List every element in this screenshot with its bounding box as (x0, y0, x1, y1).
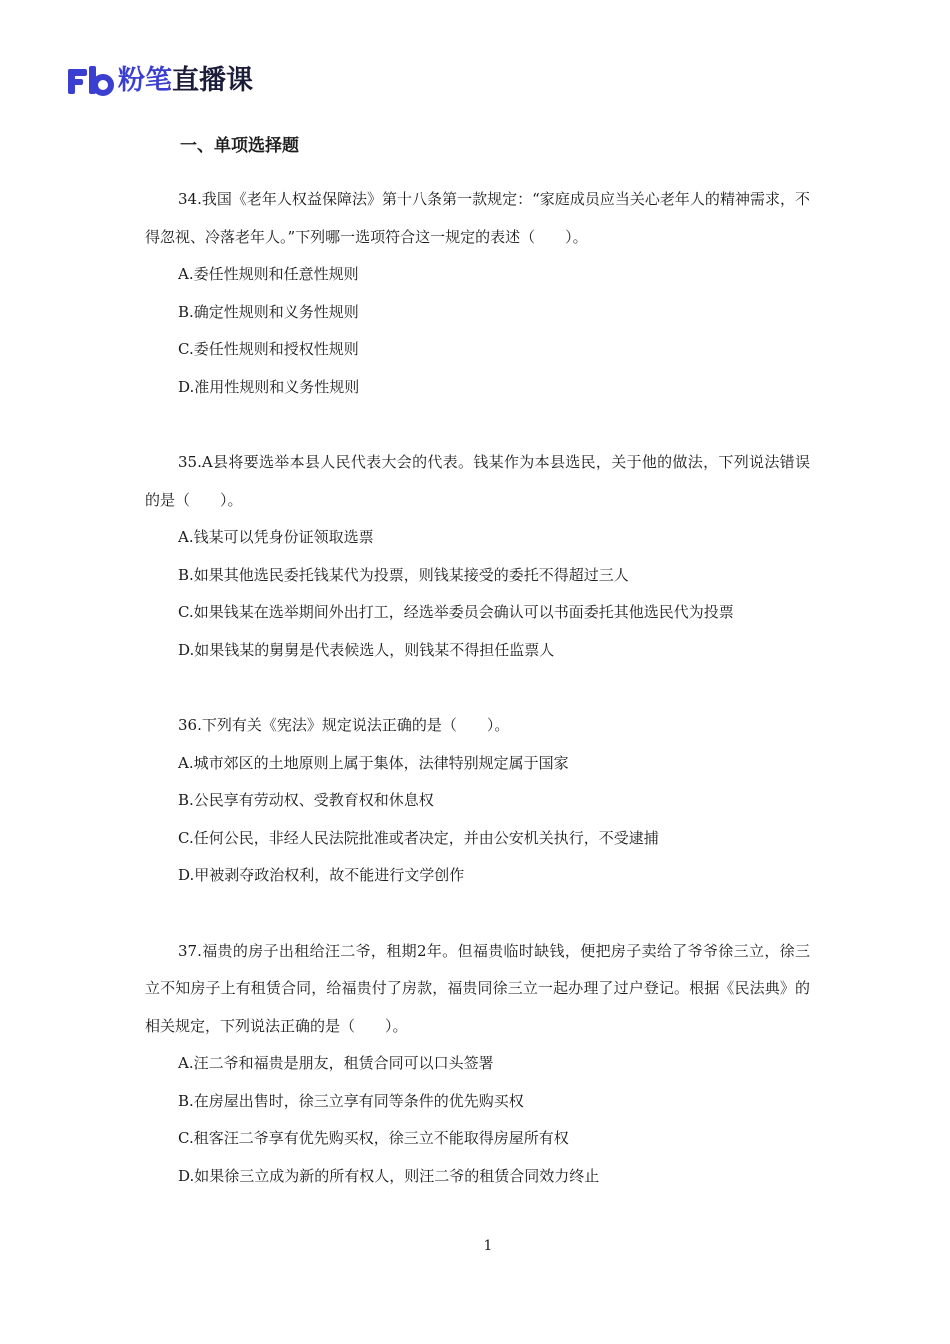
question-list (145, 181, 810, 1195)
option-c: C.任何公民，非经人民法院批准或者决定，并由公安机关执行，不受逮捕 (178, 828, 659, 847)
option-c: C.租客汪二爷享有优先购买权，徐三立不能取得房屋所有权 (178, 1129, 569, 1147)
question-stem: 35.A县将要选举本县人民代表大会的代表。钱某作为本县选民，关于他的做法，下列说法错误的是（ ）。 (145, 453, 810, 509)
brand-name-primary: 粉笔 (118, 65, 172, 96)
option-d: D.准用性规则和义务性规则 (178, 377, 360, 396)
option-d: D.如果徐三立成为新的所有权人，则汪二爷的租赁合同效力终止 (178, 1166, 600, 1185)
question-stem: 37.福贵的房子出租给汪二爷，租期2年。但福贵临时缺钱，便把房子卖给了爷爷徐三立，徐三立不知房子上有租赁合同，给福贵付了房款，福贵同徐三立一起办理了过户登记。根据《民法典》的相关规定，下列说法正确的是（ ）。 (145, 941, 810, 1035)
brand-name-suffix: 直播课 (172, 65, 253, 96)
option-d: D.如果钱某的舅舅是代表候选人，则钱某不得担任监票人 (178, 640, 555, 659)
option-a: A.汪二爷和福贵是朋友，租赁合同可以口头签署 (178, 1054, 494, 1072)
option-list (145, 745, 810, 895)
question-36 (145, 707, 810, 895)
option-b: B.在房屋出售时，徐三立享有同等条件的优先购买权 (178, 1091, 524, 1110)
option-b: B.如果其他选民委托钱某代为投票，则钱某接受的委托不得超过三人 (178, 565, 629, 584)
option-a: A.城市郊区的土地原则上属于集体，法律特别规定属于国家 (178, 753, 569, 772)
option-d: D.甲被剥夺政治权利，故不能进行文学创作 (178, 866, 465, 884)
option-list (145, 519, 810, 669)
option-c: C.委任性规则和授权性规则 (178, 340, 359, 358)
brand-name (118, 64, 253, 98)
section-title: 一、单项选择题 (180, 136, 299, 156)
fenbi-fb-logo-icon (68, 66, 114, 96)
option-b: B.公民享有劳动权、受教育权和休息权 (178, 791, 434, 809)
question-35 (145, 444, 810, 669)
option-a: A.委任性规则和任意性规则 (178, 265, 359, 283)
question-37 (145, 933, 810, 1196)
option-a: A.钱某可以凭身份证领取选票 (178, 528, 374, 546)
brand-logo (68, 64, 253, 98)
option-b: B.确定性规则和义务性规则 (178, 302, 359, 321)
question-stem: 36.下列有关《宪法》规定说法正确的是（ ）。 (178, 716, 510, 734)
option-list (145, 1045, 810, 1195)
question-34 (145, 181, 810, 406)
page-number: 1 (483, 1238, 493, 1254)
option-c: C.如果钱某在选举期间外出打工，经选举委员会确认可以书面委托其他选民代为投票 (178, 603, 734, 621)
question-stem: 34.我国《老年人权益保障法》第十八条第一款规定：“家庭成员应当关心老年人的精神需求，不得忽视、冷落老年人。”下列哪一选项符合这一规定的表述（ ）。 (145, 190, 810, 246)
option-list (145, 256, 810, 406)
